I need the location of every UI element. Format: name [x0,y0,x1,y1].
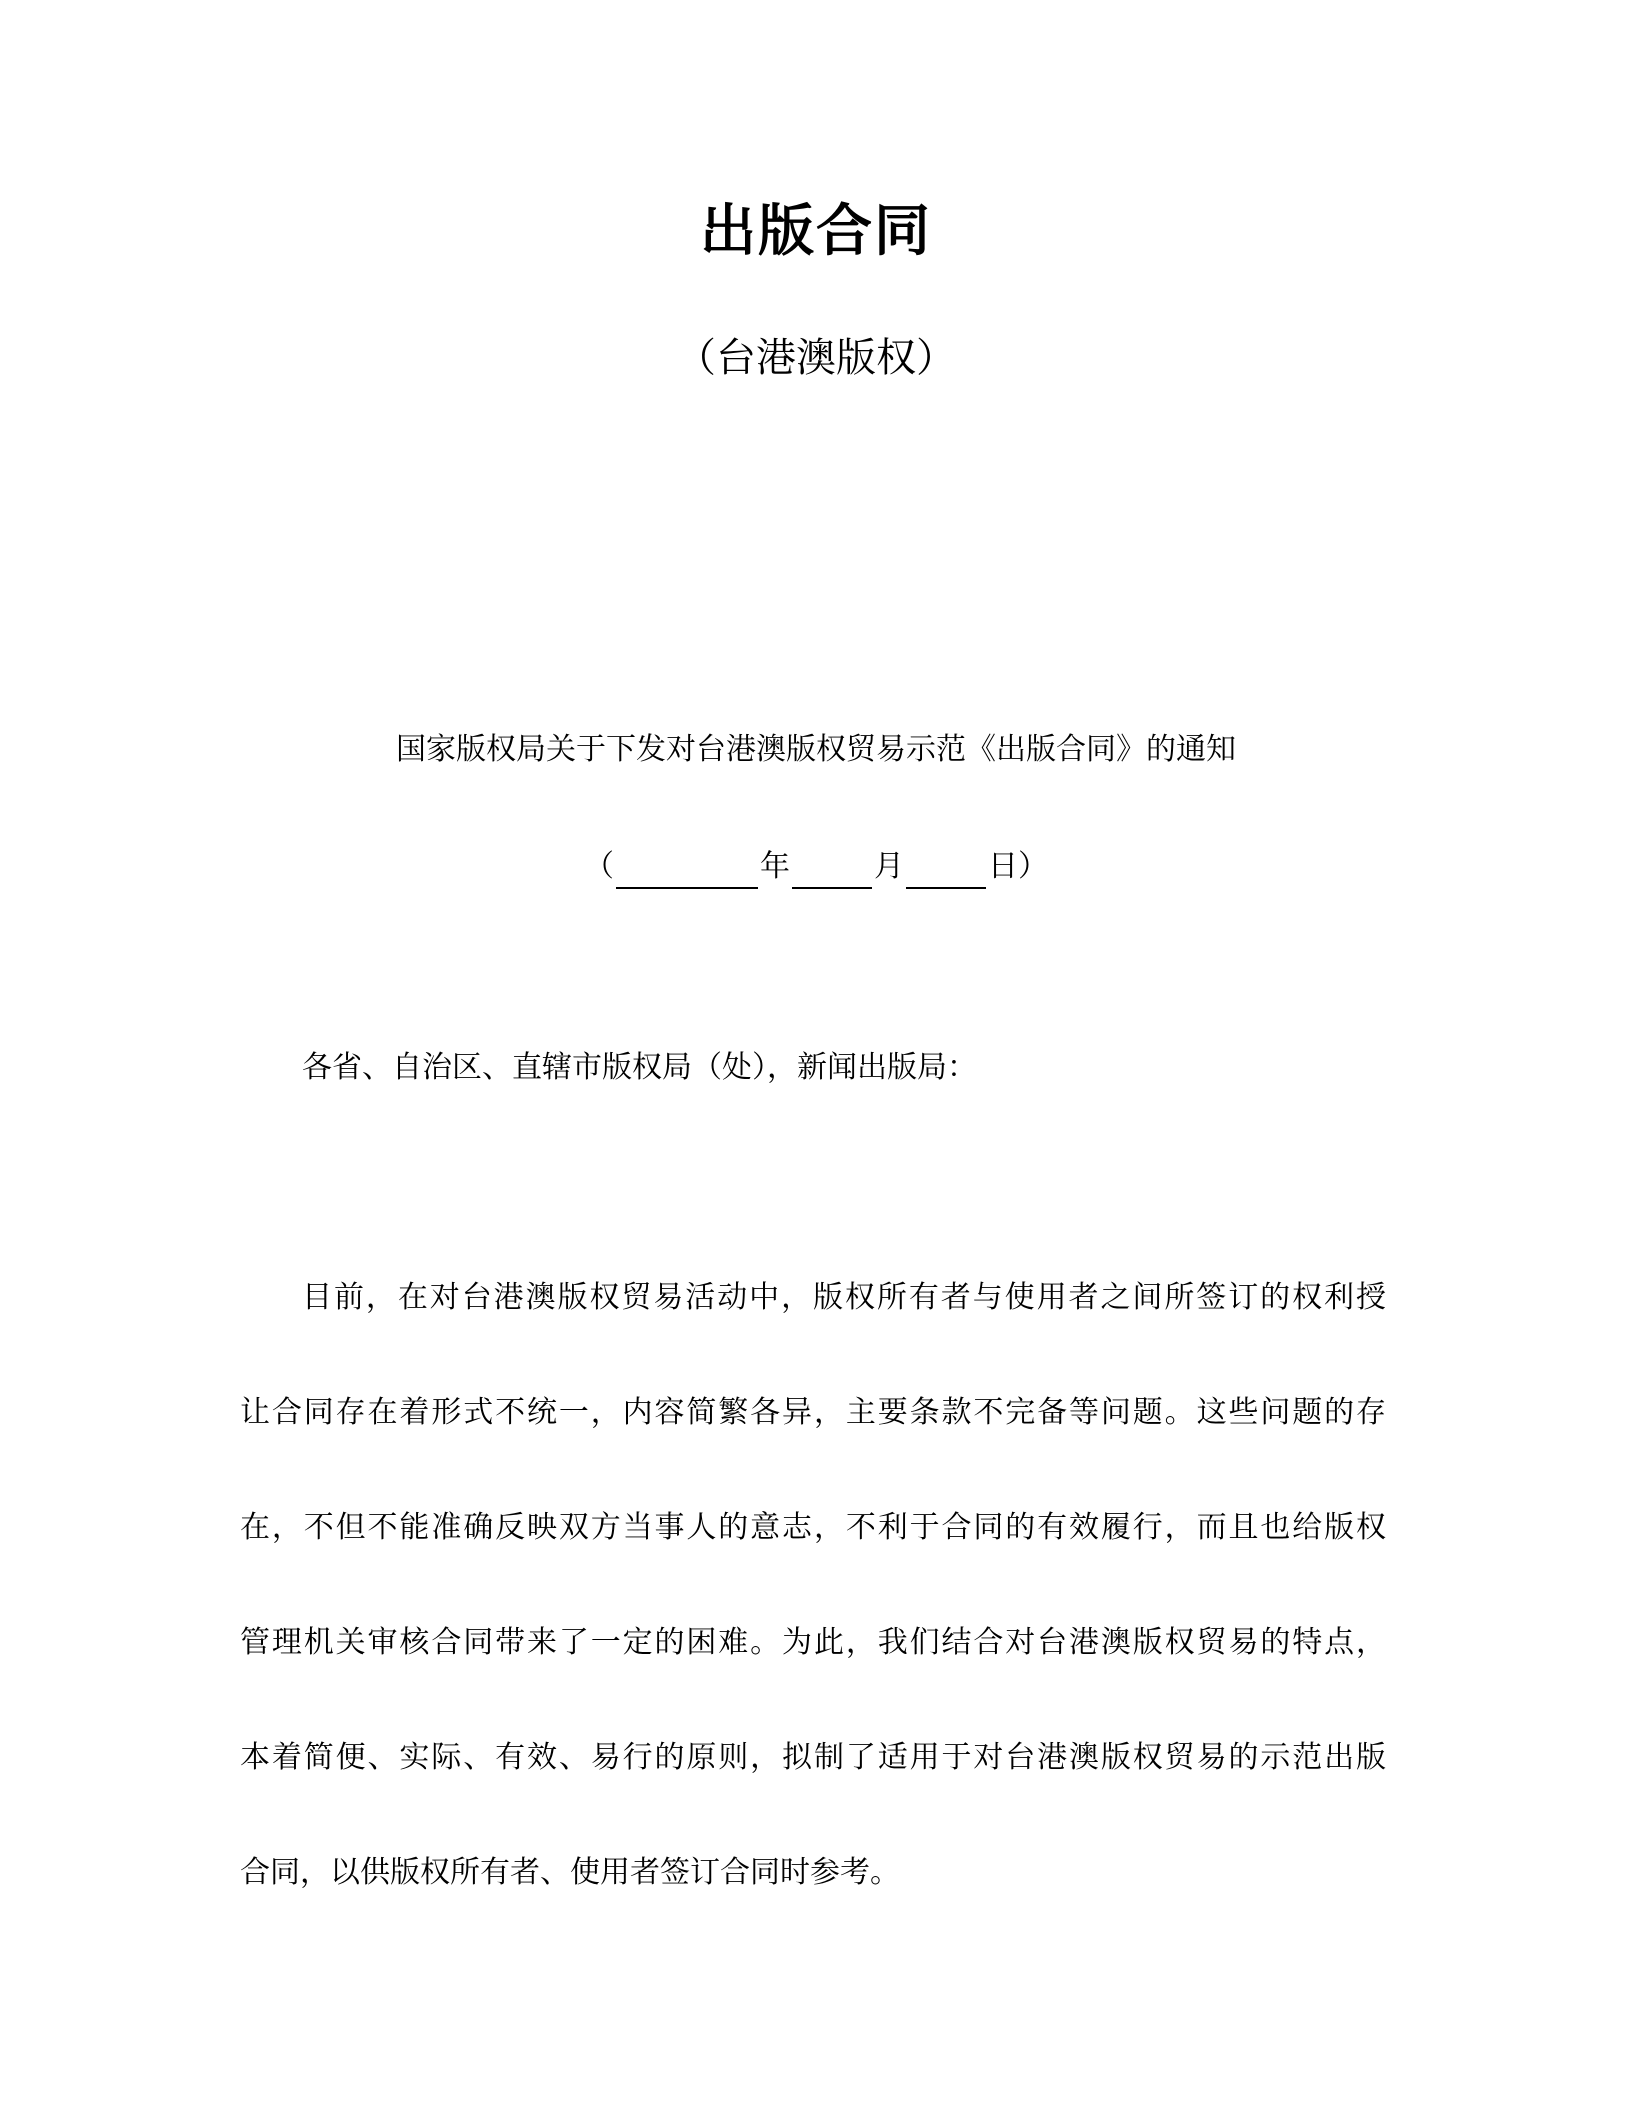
date-open-paren: （ [584,849,614,884]
year-label: 年 [760,849,790,884]
month-label: 月 [874,849,904,884]
body-line: 管理机关审核合同带来了一定的困难。为此，我们结合对台港澳版权贸易的特点， [240,1625,1386,1660]
body-paragraph [240,1240,1386,1930]
body-line: 目前，在对台港澳版权贸易活动中，版权所有者与使用者之间所签订的权利授 [302,1280,1386,1315]
salutation: 各省、自治区、直辖市版权局（处），新闻出版局： [302,1050,977,1085]
body-line: 本着简便、实际、有效、易行的原则，拟制了适用于对台港澳版权贸易的示范出版 [240,1740,1386,1775]
year-blank [616,853,758,889]
body-line: 在，不但不能准确反映双方当事人的意志，不利于合同的有效履行，而且也给版权 [240,1510,1386,1545]
body-line: 合同，以供版权所有者、使用者签订合同时参考。 [240,1855,900,1890]
notice-title: 国家版权局关于下发对台港澳版权贸易示范《出版合同》的通知 [396,732,1236,767]
month-blank [792,853,872,889]
day-blank [906,853,986,889]
date-line [0,845,1632,889]
day-label: 日） [988,849,1048,884]
body-line: 让合同存在着形式不统一，内容简繁各异，主要条款不完备等问题。这些问题的存 [240,1395,1386,1430]
document-subtitle: （台港澳版权） [676,335,956,381]
document-title: 出版合同 [700,199,932,264]
